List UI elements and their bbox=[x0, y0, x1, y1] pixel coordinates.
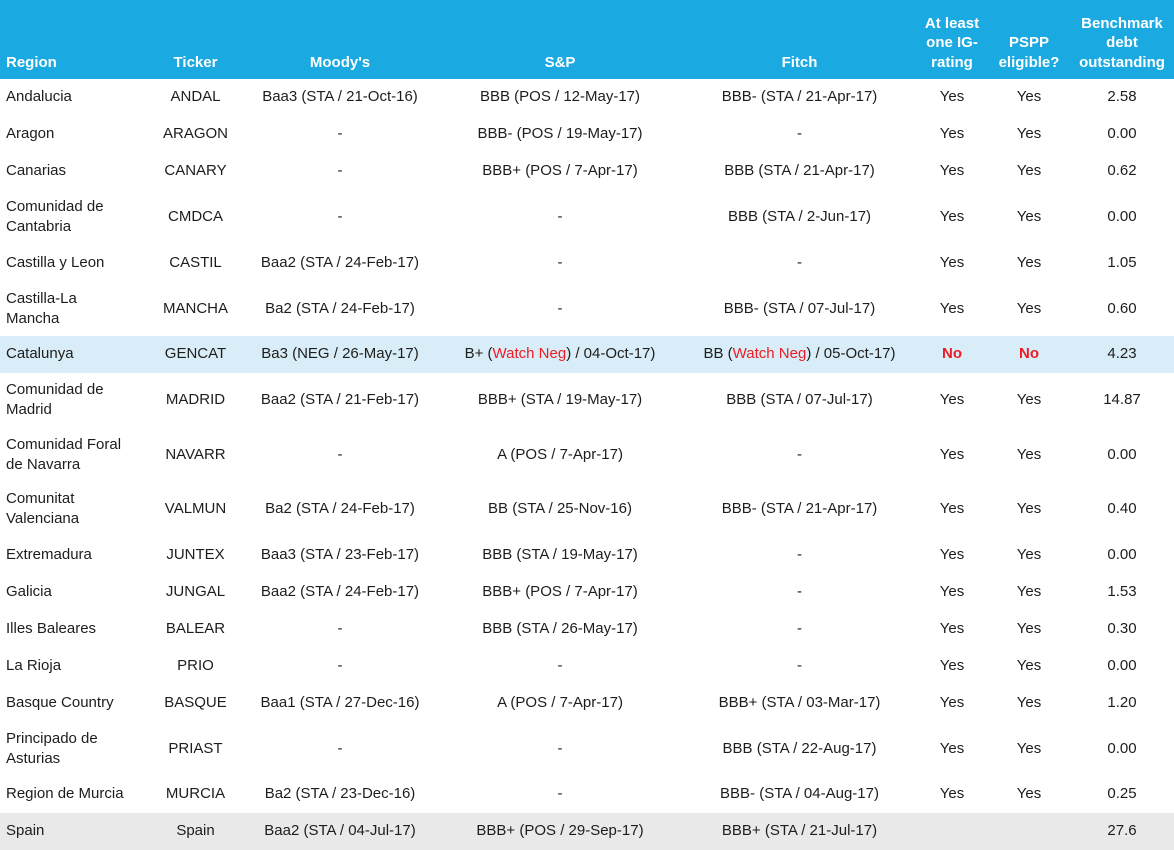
column-header-sp: S&P bbox=[544, 53, 576, 71]
table-body bbox=[0, 79, 1174, 850]
cell-pspp: Yes bbox=[1016, 125, 1042, 143]
cell-region: Comunidad de Madrid bbox=[6, 381, 104, 419]
cell-ig: Yes bbox=[939, 785, 965, 803]
cell-ig: No bbox=[942, 345, 962, 363]
cell-ig: Yes bbox=[939, 162, 965, 180]
cell-debt: 0.62 bbox=[1107, 162, 1137, 180]
cell-pspp: Yes bbox=[1016, 582, 1042, 600]
cell-ig: Yes bbox=[939, 299, 965, 317]
cell-sp: BBB+ (POS / 29-Sep-17) bbox=[476, 822, 644, 840]
cell-ig: Yes bbox=[939, 693, 965, 711]
cell-debt: 0.00 bbox=[1107, 545, 1137, 563]
column-header-region: Region bbox=[6, 53, 57, 71]
cell-region: Andalucia bbox=[6, 88, 72, 106]
cell-region: Canarias bbox=[6, 162, 67, 180]
table-row bbox=[0, 336, 1174, 373]
cell-sp: BBB+ (STA / 19-May-17) bbox=[477, 391, 643, 409]
cell-ticker: MURCIA bbox=[165, 785, 226, 803]
cell-region: Comunidad Foral de Navarra bbox=[6, 435, 122, 473]
cell-ig: Yes bbox=[939, 619, 965, 637]
table-row bbox=[0, 373, 1174, 428]
cell-ig: Yes bbox=[939, 391, 965, 409]
cell-fitch: BBB+ (STA / 21-Jul-17) bbox=[721, 822, 878, 840]
cell-moodys: Baa2 (STA / 21-Feb-17) bbox=[260, 391, 420, 409]
cell-moodys: Ba3 (NEG / 26-May-17) bbox=[261, 345, 419, 363]
cell-sp: BBB+ (POS / 7-Apr-17) bbox=[482, 582, 638, 600]
cell-fitch: - bbox=[797, 125, 802, 143]
cell-moodys: Baa3 (STA / 23-Feb-17) bbox=[260, 545, 420, 563]
cell-pspp: Yes bbox=[1016, 88, 1042, 106]
cell-ticker: ARAGON bbox=[162, 125, 228, 143]
cell-moodys: Ba2 (STA / 24-Feb-17) bbox=[265, 500, 415, 518]
cell-pspp: Yes bbox=[1016, 619, 1042, 637]
cell-fitch: BBB- (STA / 21-Apr-17) bbox=[721, 500, 878, 518]
cell-region: Comunidad de Cantabria bbox=[6, 198, 104, 236]
table-row bbox=[0, 537, 1174, 574]
cell-fitch: BBB- (STA / 07-Jul-17) bbox=[723, 299, 876, 317]
cell-region: Aragon bbox=[6, 125, 55, 143]
cell-sp: - bbox=[557, 656, 563, 674]
cell-debt: 0.30 bbox=[1107, 619, 1137, 637]
cell-ig: Yes bbox=[939, 739, 965, 757]
cell-fitch: BBB- (STA / 21-Apr-17) bbox=[721, 88, 878, 106]
cell-ticker: JUNGAL bbox=[165, 582, 226, 600]
cell-pspp: Yes bbox=[1016, 545, 1042, 563]
cell-pspp: Yes bbox=[1016, 162, 1042, 180]
cell-pspp: Yes bbox=[1016, 656, 1042, 674]
table-row bbox=[0, 776, 1174, 813]
cell-ticker: Spain bbox=[176, 822, 215, 840]
cell-sp: - bbox=[557, 208, 563, 226]
cell-pspp: Yes bbox=[1016, 739, 1042, 757]
cell-fitch: BBB (STA / 2-Jun-17) bbox=[727, 208, 872, 226]
cell-debt: 1.05 bbox=[1107, 253, 1137, 271]
cell-moodys: - bbox=[337, 208, 343, 226]
cell-region: Illes Baleares bbox=[6, 619, 97, 637]
cell-debt: 0.00 bbox=[1107, 739, 1137, 757]
cell-ticker: CANARY bbox=[164, 162, 227, 180]
cell-fitch: - bbox=[797, 445, 802, 463]
cell-moodys: Baa2 (STA / 04-Jul-17) bbox=[264, 822, 416, 840]
cell-debt: 1.53 bbox=[1107, 582, 1137, 600]
cell-sp: BBB (STA / 26-May-17) bbox=[482, 619, 638, 637]
cell-debt: 0.40 bbox=[1107, 500, 1137, 518]
table-row bbox=[0, 813, 1174, 850]
cell-fitch: BB (Watch Neg) / 05-Oct-17) bbox=[703, 345, 896, 363]
cell-sp: - bbox=[557, 253, 563, 271]
cell-region: Region de Murcia bbox=[6, 785, 124, 803]
cell-ticker: CMDCA bbox=[168, 208, 223, 226]
cell-sp: - bbox=[557, 785, 563, 803]
cell-debt: 0.25 bbox=[1107, 785, 1137, 803]
table-row bbox=[0, 722, 1174, 777]
cell-fitch: - bbox=[797, 656, 802, 674]
cell-region: Galicia bbox=[6, 582, 52, 600]
cell-ig: Yes bbox=[939, 253, 965, 271]
column-header-ticker: Ticker bbox=[173, 53, 218, 71]
cell-region: Basque Country bbox=[6, 693, 114, 711]
cell-debt: 0.00 bbox=[1107, 656, 1137, 674]
cell-ig: Yes bbox=[939, 545, 965, 563]
cell-ig: Yes bbox=[939, 500, 965, 518]
cell-region: Principado de Asturias bbox=[6, 729, 98, 767]
table-row bbox=[0, 685, 1174, 722]
cell-ig: Yes bbox=[939, 88, 965, 106]
cell-debt: 0.00 bbox=[1107, 445, 1137, 463]
cell-pspp: Yes bbox=[1016, 785, 1042, 803]
cell-ig: Yes bbox=[939, 656, 965, 674]
table-row bbox=[0, 79, 1174, 116]
cell-pspp: No bbox=[1019, 345, 1039, 363]
column-header-debt: Benchmark debt outstanding bbox=[1079, 14, 1165, 71]
cell-moodys: Baa3 (STA / 21-Oct-16) bbox=[262, 88, 418, 106]
cell-ticker: MADRID bbox=[165, 391, 226, 409]
table-header-row bbox=[0, 0, 1174, 79]
cell-moodys: Baa2 (STA / 24-Feb-17) bbox=[260, 253, 420, 271]
cell-region: Castilla-La Mancha bbox=[6, 289, 77, 327]
cell-debt: 14.87 bbox=[1103, 391, 1141, 409]
cell-moodys: - bbox=[337, 656, 343, 674]
table-row bbox=[0, 153, 1174, 190]
cell-debt: 4.23 bbox=[1107, 345, 1137, 363]
cell-pspp: Yes bbox=[1016, 500, 1042, 518]
column-header-ig: At least one IG- rating bbox=[924, 14, 980, 71]
table-row bbox=[0, 116, 1174, 153]
table-row bbox=[0, 611, 1174, 648]
cell-ticker: CASTIL bbox=[169, 253, 222, 271]
cell-debt: 0.00 bbox=[1107, 208, 1137, 226]
cell-sp: BBB (STA / 19-May-17) bbox=[482, 545, 638, 563]
cell-moodys: - bbox=[337, 739, 343, 757]
cell-sp: A (POS / 7-Apr-17) bbox=[497, 693, 623, 711]
cell-moodys: - bbox=[337, 445, 343, 463]
cell-region: Extremadura bbox=[6, 545, 92, 563]
cell-sp: BBB- (POS / 19-May-17) bbox=[477, 125, 643, 143]
cell-ticker: GENCAT bbox=[164, 345, 227, 363]
cell-pspp: Yes bbox=[1016, 208, 1042, 226]
cell-debt: 0.60 bbox=[1107, 299, 1137, 317]
column-header-moodys: Moody's bbox=[309, 53, 371, 71]
cell-pspp: Yes bbox=[1016, 445, 1042, 463]
cell-debt: 27.6 bbox=[1107, 822, 1137, 840]
cell-ticker: JUNTEX bbox=[166, 545, 225, 563]
cell-ig: Yes bbox=[939, 125, 965, 143]
cell-pspp: Yes bbox=[1016, 253, 1042, 271]
cell-pspp: Yes bbox=[1016, 391, 1042, 409]
cell-sp: BB (STA / 25-Nov-16) bbox=[488, 500, 632, 518]
table-row bbox=[0, 282, 1174, 337]
cell-ticker: VALMUN bbox=[164, 500, 227, 518]
cell-pspp: Yes bbox=[1016, 693, 1042, 711]
column-header-pspp: PSPP eligible? bbox=[998, 34, 1060, 71]
cell-region: Catalunya bbox=[6, 345, 74, 363]
table-row bbox=[0, 245, 1174, 282]
cell-fitch: BBB+ (STA / 03-Mar-17) bbox=[718, 693, 881, 711]
cell-region: Comunitat Valenciana bbox=[6, 490, 80, 528]
cell-ticker: NAVARR bbox=[165, 445, 226, 463]
cell-sp: B+ (Watch Neg) / 04-Oct-17) bbox=[464, 345, 656, 363]
cell-moodys: Baa2 (STA / 24-Feb-17) bbox=[260, 582, 420, 600]
cell-sp: BBB (POS / 12-May-17) bbox=[479, 88, 641, 106]
table-row bbox=[0, 190, 1174, 245]
cell-ig: Yes bbox=[939, 582, 965, 600]
cell-moodys: Ba2 (STA / 24-Feb-17) bbox=[265, 299, 415, 317]
table-row bbox=[0, 428, 1174, 483]
cell-sp: A (POS / 7-Apr-17) bbox=[497, 445, 623, 463]
table-row bbox=[0, 574, 1174, 611]
cell-ticker: BALEAR bbox=[165, 619, 226, 637]
cell-fitch: BBB (STA / 07-Jul-17) bbox=[726, 391, 873, 409]
cell-fitch: BBB (STA / 22-Aug-17) bbox=[722, 739, 877, 757]
cell-moodys: - bbox=[337, 162, 343, 180]
cell-fitch: BBB (STA / 21-Apr-17) bbox=[724, 162, 875, 180]
cell-region: Castilla y Leon bbox=[6, 253, 105, 271]
cell-sp: - bbox=[557, 739, 563, 757]
cell-pspp: Yes bbox=[1016, 299, 1042, 317]
cell-debt: 2.58 bbox=[1107, 88, 1137, 106]
cell-moodys: Baa1 (STA / 27-Dec-16) bbox=[260, 693, 420, 711]
cell-moodys: Ba2 (STA / 23-Dec-16) bbox=[264, 785, 416, 803]
cell-region: La Rioja bbox=[6, 656, 62, 674]
cell-region: Spain bbox=[6, 822, 45, 840]
column-header-fitch: Fitch bbox=[781, 53, 818, 71]
cell-fitch: - bbox=[797, 619, 802, 637]
cell-ticker: PRIAST bbox=[168, 739, 223, 757]
table-row bbox=[0, 482, 1174, 537]
cell-fitch: - bbox=[797, 253, 802, 271]
cell-sp: BBB+ (POS / 7-Apr-17) bbox=[482, 162, 638, 180]
cell-ig: Yes bbox=[939, 445, 965, 463]
cell-sp: - bbox=[557, 299, 563, 317]
cell-fitch: - bbox=[797, 545, 802, 563]
cell-fitch: - bbox=[797, 582, 802, 600]
cell-ticker: MANCHA bbox=[162, 299, 228, 317]
cell-debt: 1.20 bbox=[1107, 693, 1137, 711]
cell-moodys: - bbox=[337, 125, 343, 143]
cell-debt: 0.00 bbox=[1107, 125, 1137, 143]
cell-ticker: PRIO bbox=[177, 656, 214, 674]
cell-ticker: BASQUE bbox=[164, 693, 227, 711]
cell-ticker: ANDAL bbox=[170, 88, 221, 106]
cell-fitch: BBB- (STA / 04-Aug-17) bbox=[720, 785, 879, 803]
cell-ig: Yes bbox=[939, 208, 965, 226]
cell-moodys: - bbox=[337, 619, 343, 637]
table-row bbox=[0, 648, 1174, 685]
